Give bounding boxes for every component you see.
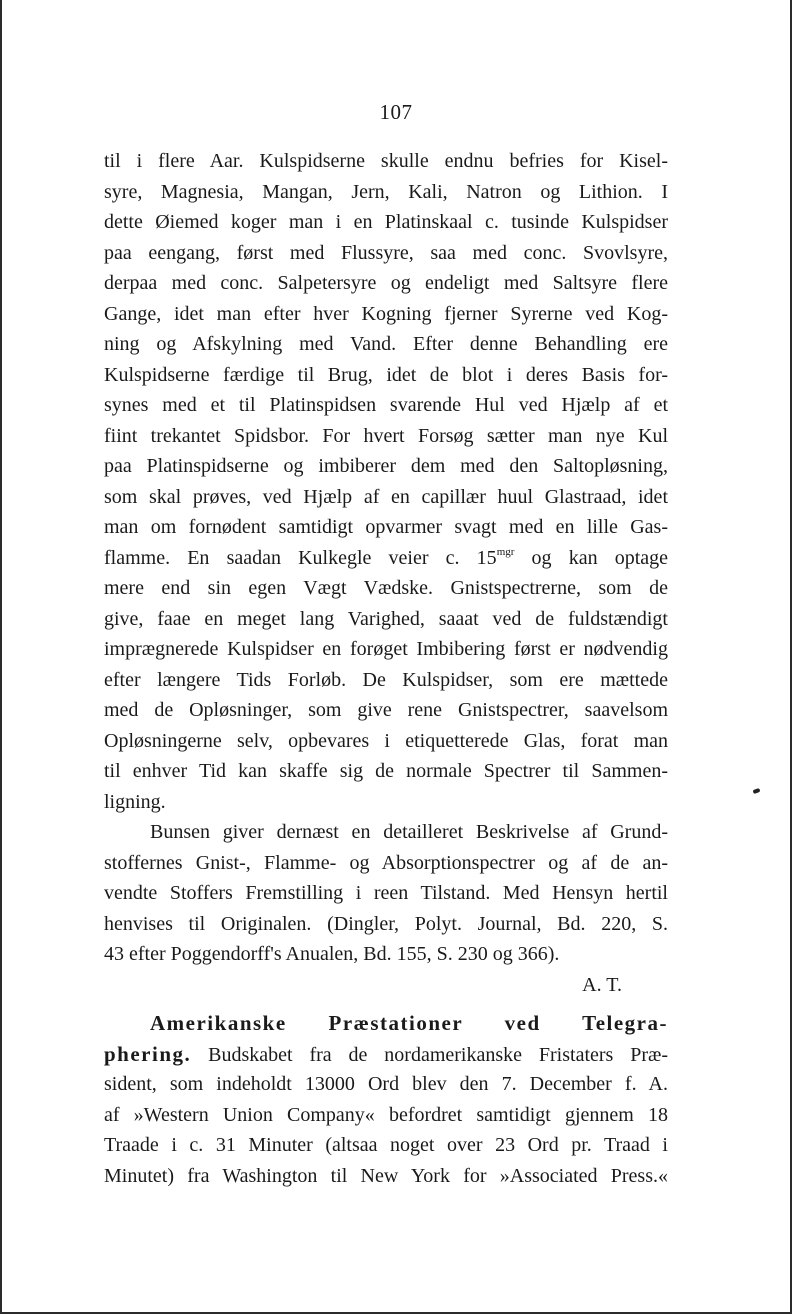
paragraph-1 <box>104 146 668 543</box>
body-text <box>104 146 668 1191</box>
text-line: stoffernes Gnist-, Flamme- og Absorptionspectrer og af de an- <box>104 851 668 874</box>
section-heading <box>104 1008 668 1039</box>
paragraph-3 <box>104 1069 668 1191</box>
paragraph-1-continued <box>104 573 668 787</box>
text-line: med de Opløsninger, som give rene Gnistspectrer, saavelsom <box>104 699 668 721</box>
text-span: flamme. En saadan Kulkegle veier c. 15 <box>104 546 497 569</box>
page-number: 107 <box>379 100 413 124</box>
text-line: efter længere Tids Forløb. De Kulspidser, som ere mættede <box>104 668 668 691</box>
text-line <box>104 1039 668 1070</box>
text-line: Traade i c. 31 Minuter (altsaa noget over 23 Ord pr. Traad i <box>104 1134 668 1156</box>
text-line: til i flere Aar. Kulspidserne skulle endnu befries for Kisel- <box>104 150 668 172</box>
text-line: synes med et til Platinspidsen svarende Hul ved Hjælp af et <box>104 394 668 416</box>
text-line: ligning. <box>104 790 166 813</box>
text-line: fiint trekantet Spidsbor. For hvert Forsøg sætter man nye Kul <box>104 424 668 447</box>
text-line: sident, som indeholdt 13000 Ord blev den 7. December f. A. <box>104 1073 668 1095</box>
signature: A. T. <box>582 973 622 996</box>
text-line: som skal prøves, ved Hjælp af en capillær huul Glastraad, idet <box>104 485 668 508</box>
text-line: vendte Stoffers Fremstilling i reen Tilstand. Med Hensyn hertil <box>104 882 668 904</box>
text-span: og kan optage <box>514 546 668 569</box>
text-line: dette Øiemed koger man i en Platinskaal c. tusinde Kulspidser <box>104 211 668 233</box>
text-line: mere end sin egen Vægt Vædske. Gnistspectrerne, som de <box>104 577 668 599</box>
text-line: derpaa med conc. Salpetersyre og endeligt med Saltsyre flere <box>104 272 668 294</box>
text-line: Bunsen giver dernæst en detailleret Beskrivelse af Grund- <box>150 821 668 843</box>
heading-text: phering. <box>104 1041 192 1066</box>
text-line: imprægnerede Kulspidser en forøget Imbibering først er nødvendig <box>104 638 668 660</box>
text-line: henvises til Originalen. (Dingler, Polyt. Journal, Bd. 220, S. <box>104 912 668 935</box>
text-line: Minutet) fra Washington til New York for »Associated Press.« <box>104 1164 668 1187</box>
text-line: paa eengang, først med Flussyre, saa med conc. Svovlsyre, <box>104 241 668 264</box>
text-span: Budskabet fra de nordamerikanske Fristaters Præ- <box>191 1043 668 1066</box>
text-line: af »Western Union Company« befordret samtidigt gjennem 18 <box>104 1103 668 1126</box>
text-line: til enhver Tid kan skaffe sig de normale Spectrer til Sammen- <box>104 760 668 782</box>
text-line: give, faae en meget lang Varighed, saaat ved de fuldstændigt <box>104 607 668 630</box>
text-line: paa Platinspidserne og imbiberer dem med den Saltopløsning, <box>104 455 668 477</box>
text-line: Kulspidserne færdige til Brug, idet de blot i deres Basis for- <box>104 363 668 386</box>
text-line: syre, Magnesia, Mangan, Jern, Kali, Natron og Lithion. I <box>104 180 668 203</box>
unit-superscript: mgr <box>496 545 515 558</box>
text-line: Gange, idet man efter hver Kogning fjerner Syrerne ved Kog- <box>104 302 668 325</box>
text-line: Opløsningerne selv, opbevares i etiquetterede Glas, forat man <box>104 729 668 752</box>
text-line: man om fornødent samtidigt opvarmer svagt med en lille Gas- <box>104 516 668 538</box>
text-line: 43 efter Poggendorff's Anualen, Bd. 155, S. 230 og 366). <box>104 943 560 965</box>
paragraph-2 <box>104 817 668 939</box>
text-line: ning og Afskylning med Vand. Efter denne Behandling ere <box>104 333 668 355</box>
text-line <box>104 543 668 574</box>
heading-text: Amerikanske Præstationer ved Telegra- <box>150 1011 668 1035</box>
